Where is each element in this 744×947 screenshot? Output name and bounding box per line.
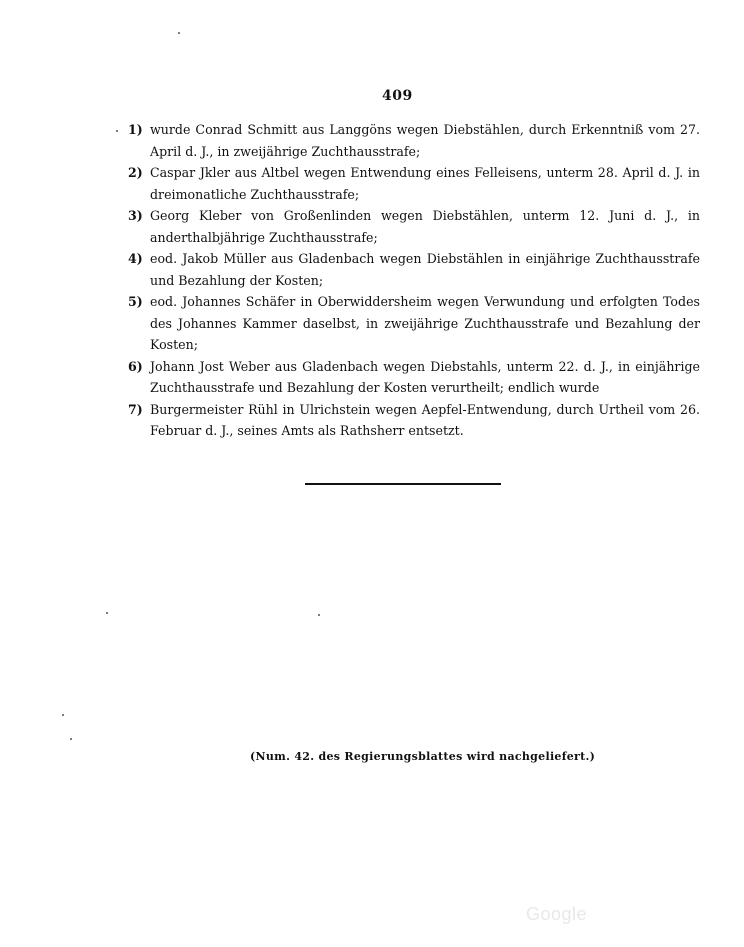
entry-text: eod. Jakob Müller aus Gladenbach wegen Diebstählen in einjährige Zuchthausstrafe und Bezahlung der Kosten; [150,251,700,288]
list-item [128,248,700,291]
list-item [128,291,700,356]
entry-number: 3) [128,208,143,223]
entry-text: wurde Conrad Schmitt aus Langgöns wegen Diebstählen, durch Erkenntniß vom 27. April d. J., in zweijährige Zuchthausstrafe; [150,122,700,159]
scan-speck [62,714,64,716]
entry-number: 6) [128,358,143,374]
section-divider [305,483,501,485]
list-item [128,205,700,248]
entry-number: 2) [128,165,143,180]
scan-speck [318,614,320,616]
footer-note: (Num. 42. des Regierungsblattes wird nachgeliefert.) [250,750,596,763]
entry-number: 1) [128,122,143,137]
scan-speck [178,32,180,34]
entry-text: Caspar Jkler aus Altbel wegen Entwendung eines Felleisens, unterm 28. April d. J. in dreimonatliche Zuchthausstrafe; [150,165,700,202]
entry-number: 5) [128,294,143,309]
entry-number: 7) [128,401,143,417]
watermark-logo: Google [526,904,588,924]
scan-speck [116,130,118,132]
list-item [128,119,700,162]
scan-speck [106,612,108,614]
scan-speck [70,738,72,740]
entry-text: Burgermeister Rühl in Ulrichstein wegen Aepfel-Entwendung, durch Urtheil vom 26. Februar d. J., seines Amts als Rathsherr entsetzt. [150,401,700,438]
entry-text: Georg Kleber von Großenlinden wegen Diebstählen, unterm 12. Juni d. J., in anderthalbjährige Zuchthausstrafe; [150,208,700,245]
page-number: 409 [382,88,413,104]
entry-text: eod. Johannes Schäfer in Oberwiddersheim wegen Verwundung und erfolgten Todes des Johannes Kammer daselbst, in zweijährige Zuchthausstrafe und Bezahlung der Kosten; [150,294,700,352]
entry-number: 4) [128,251,143,266]
list-item [128,162,700,205]
entry-text: Johann Jost Weber aus Gladenbach wegen Diebstahls, unterm 22. d. J., in einjährige Zuchthausstrafe und Bezahlung der Kosten verurtheilt; endlich wurde [150,358,700,395]
list-item [128,399,700,442]
entry-list [128,119,700,442]
list-item [128,356,700,399]
